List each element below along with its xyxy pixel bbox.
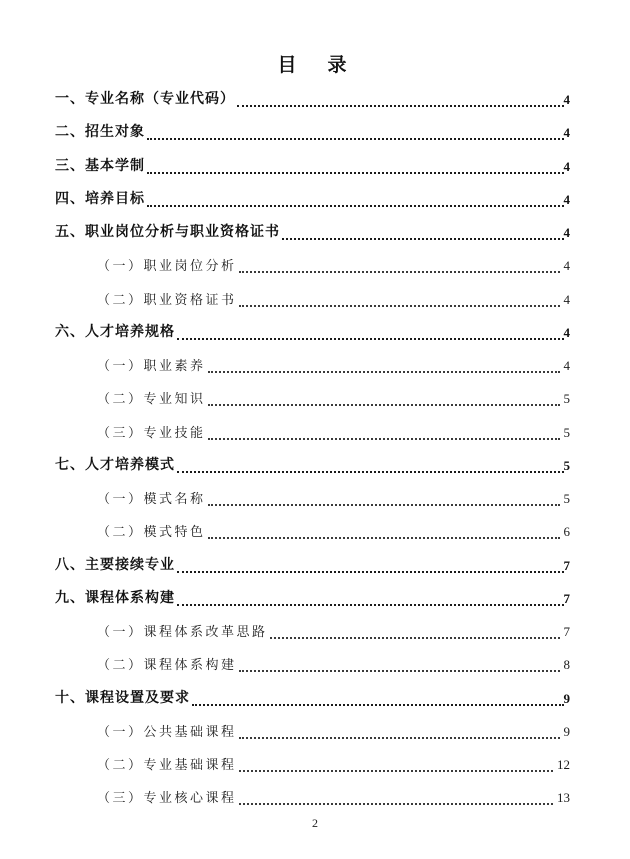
toc-entry[interactable] — [0, 620, 630, 653]
toc-entry[interactable] — [0, 155, 630, 188]
toc-entry-page: 5 — [563, 457, 570, 473]
toc-entry[interactable] — [0, 687, 630, 720]
dot-leader — [208, 524, 560, 539]
dot-leader — [208, 491, 560, 506]
toc-entry-page: 4 — [563, 324, 570, 340]
toc-entry-label: 七、人才培养模式 — [55, 457, 175, 473]
toc-entry-label: 六、人才培养规格 — [55, 324, 175, 340]
toc-entry-label: （一）职业岗位分析 — [97, 258, 237, 274]
dot-leader — [208, 425, 560, 440]
toc-entry[interactable] — [0, 288, 630, 321]
toc-entry-page: 4 — [563, 258, 570, 274]
toc-entry-label: （二）模式特色 — [97, 524, 206, 540]
toc-entry[interactable] — [0, 88, 630, 121]
toc-entry[interactable] — [0, 321, 630, 354]
toc-entry-label: 九、课程体系构建 — [55, 590, 175, 606]
toc-title: 目 录 — [277, 55, 353, 76]
dot-leader — [239, 258, 560, 273]
toc-entry[interactable] — [0, 121, 630, 154]
toc-entry-page: 8 — [563, 657, 570, 673]
toc-entry[interactable] — [0, 221, 630, 254]
toc-entry-page: 4 — [563, 291, 570, 307]
toc-entry-page: 4 — [563, 125, 570, 141]
toc-entry-label: 十、课程设置及要求 — [55, 690, 190, 706]
toc-entry[interactable] — [0, 487, 630, 520]
dot-leader — [239, 757, 553, 772]
toc-entry[interactable] — [0, 520, 630, 553]
toc-entry-label: （一）模式名称 — [97, 491, 206, 506]
toc-entry-page: 7 — [563, 557, 570, 573]
toc-entry-label: （一）职业素养 — [97, 358, 206, 373]
toc-entry[interactable] — [0, 720, 630, 753]
dot-leader — [239, 292, 560, 307]
toc-entry-page: 12 — [557, 757, 570, 772]
toc-entry-label: （一）课程体系改革思路 — [97, 624, 268, 639]
toc-entry[interactable] — [0, 653, 630, 686]
toc-entry[interactable] — [0, 786, 630, 819]
toc-entry-page: 7 — [563, 590, 570, 606]
dot-leader — [239, 657, 560, 672]
toc-entry-page: 4 — [563, 358, 570, 373]
toc-entry[interactable] — [0, 421, 630, 454]
dot-leader — [237, 92, 564, 107]
dot-leader — [177, 591, 564, 606]
toc-entry-page: 7 — [563, 624, 570, 639]
toc-entry-page: 4 — [563, 92, 570, 107]
toc-entry-page: 5 — [563, 391, 570, 407]
toc-entry-label: （二）课程体系构建 — [97, 657, 237, 673]
toc-entry[interactable] — [0, 354, 630, 387]
toc-entry-page: 6 — [563, 524, 570, 540]
dot-leader — [177, 325, 564, 340]
toc-entry-label: （二）专业基础课程 — [97, 757, 237, 772]
toc-entry-page: 9 — [563, 723, 570, 739]
toc-entry-page: 9 — [563, 690, 570, 706]
toc-entry[interactable] — [0, 554, 630, 587]
toc-entry-label: （一）公共基础课程 — [97, 723, 237, 739]
toc-entry-label: 四、培养目标 — [55, 191, 145, 207]
toc-entry[interactable] — [0, 587, 630, 620]
dot-leader — [239, 790, 553, 805]
toc-entry-page: 4 — [563, 158, 570, 174]
dot-leader — [208, 358, 560, 373]
dot-leader — [270, 624, 560, 639]
toc-entry-label: 二、招生对象 — [55, 125, 145, 141]
dot-leader — [282, 225, 564, 240]
toc-entry-label: 五、职业岗位分析与职业资格证书 — [55, 225, 280, 240]
toc-entry-label: 三、基本学制 — [55, 158, 145, 174]
toc-entry-page: 4 — [563, 191, 570, 207]
dot-leader — [147, 192, 564, 207]
toc-entry-page: 13 — [557, 790, 570, 806]
toc-entry-page: 5 — [563, 491, 570, 506]
toc-entry-label: （三）专业核心课程 — [97, 790, 237, 806]
toc-entry[interactable] — [0, 254, 630, 287]
dot-leader — [147, 159, 564, 174]
toc-entry[interactable] — [0, 387, 630, 420]
toc-entry-label: （二）专业知识 — [97, 391, 206, 407]
page-number: 2 — [312, 816, 318, 830]
toc-entry[interactable] — [0, 188, 630, 221]
toc-entry-page: 5 — [563, 424, 570, 440]
toc-entry[interactable] — [0, 454, 630, 487]
toc-list — [0, 88, 630, 820]
dot-leader — [177, 458, 564, 473]
dot-leader — [147, 125, 564, 140]
toc-entry-label: 八、主要接续专业 — [55, 557, 175, 573]
toc-entry[interactable] — [0, 753, 630, 786]
dot-leader — [208, 391, 560, 406]
toc-entry-page: 4 — [563, 225, 570, 240]
toc-entry-label: （二）职业资格证书 — [97, 291, 237, 307]
toc-entry-label: （三）专业技能 — [97, 424, 206, 440]
dot-leader — [177, 558, 564, 573]
toc-entry-label: 一、专业名称（专业代码） — [55, 92, 235, 107]
dot-leader — [192, 691, 564, 706]
dot-leader — [239, 724, 560, 739]
